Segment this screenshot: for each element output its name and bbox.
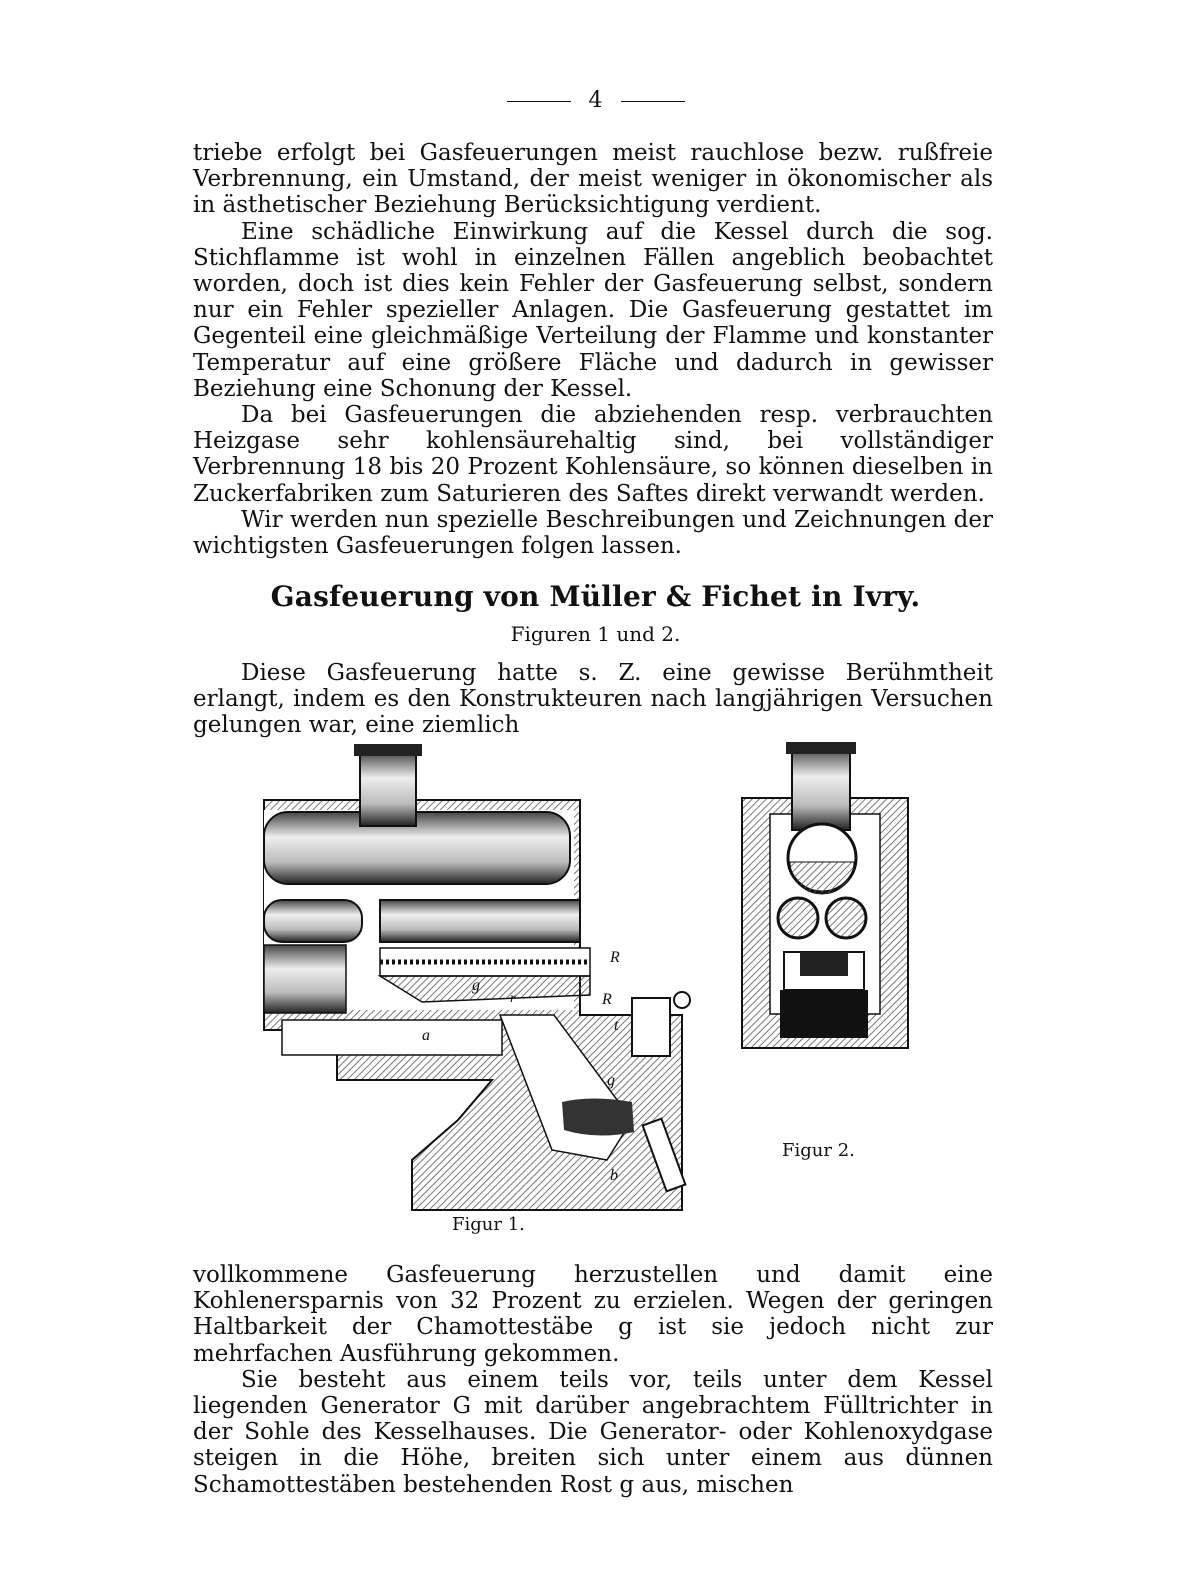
figure-2-diagram: [740, 740, 910, 1052]
figure-2-caption: Figur 2.: [782, 1140, 855, 1161]
paragraph: triebe erfolgt bei Gasfeuerungen meist rauchlose bezw. rußfreie Verbrennung, ein Umstand, der meist weniger in ökonomischer als in ästhetischer Beziehung Berücksichtigung verdient.: [193, 140, 993, 219]
paragraph: Diese Gasfeuerung hatte s. Z. eine gewisse Berühmtheit erlangt, indem es den Konstrukteuren nach langjährigen Versuchen gelungen war, eine ziemlich: [193, 660, 993, 739]
rule-right: [621, 101, 685, 102]
label-a: a: [422, 1027, 430, 1044]
section-subtitle: Figuren 1 und 2.: [510, 622, 681, 646]
figure-1-caption: Figur 1.: [452, 1214, 525, 1235]
paragraph: vollkommene Gasfeuerung herzustellen und damit eine Kohlenersparnis von 32 Prozent zu erzielen. Wegen der geringen Haltbarkeit der Chamottestäbe g ist sie jedoch nicht zur mehrfachen Ausführung gekommen.: [193, 1262, 993, 1367]
label-b: b: [610, 1167, 618, 1184]
label-r: r: [510, 991, 516, 1006]
paragraph: Wir werden nun spezielle Beschreibungen und Zeichnungen der wichtigsten Gasfeuerungen folgen lassen.: [193, 506, 993, 560]
label-t: t: [614, 1017, 619, 1034]
steam-dome: [360, 752, 416, 826]
label-g-upper: g: [472, 977, 480, 994]
body-text-bottom: [193, 1262, 993, 1498]
feed-hopper: [632, 998, 670, 1056]
paragraph: Da bei Gasfeuerungen die abziehenden resp. verbrauchten Heizgase sehr kohlensäurehaltig sind, bei vollständiger Verbrennung 18 bis 20 Prozent Kohlensäure, so können dieselben in Zuckerfabriken zum Saturieren des Saftes direkt verwandt werden.: [193, 402, 993, 507]
boiler-tube: [826, 898, 866, 938]
rule-left: [507, 101, 571, 102]
label-R-lower: R: [602, 991, 612, 1008]
label-g-lower: g: [607, 1072, 615, 1089]
body-text-intro: [193, 660, 993, 739]
paragraph: Sie besteht aus einem teils vor, teils unter dem Kessel liegenden Generator G mit darüber angebrachtem Fülltrichter in der Sohle des Kesselhauses. Die Generator- oder Kohlenoxydgase steigen in die Höhe, breiten sich unter einem aus dünnen Schamottestäben bestehenden Rost g aus, mischen: [193, 1366, 993, 1498]
figure-1-diagram: [262, 740, 702, 1218]
steam-dome: [792, 748, 850, 830]
paragraph: Eine schädliche Einwirkung auf die Kessel durch die sog. Stichflamme ist wohl in einzelnen Fällen angeblich beobachtet worden, doch ist dies kein Fehler der Gasfeuerung selbst, sondern nur ein Fehler spezieller Anlagen. Die Gasfeuerung gestattet im Gegenteil eine gleichmäßige Verteilung der Flamme und konstanter Temperatur auf eine größere Fläche und dadurch in gewisser Beziehung eine Schonung der Kessel.: [193, 218, 993, 402]
section-title: Gasfeuerung von Müller & Fichet in Ivry.: [270, 580, 921, 613]
label-R-upper: R: [610, 949, 620, 966]
boiler-tube: [264, 900, 362, 942]
page-number: 4: [0, 88, 1191, 113]
boiler-tube: [778, 898, 818, 938]
body-text-top: [193, 140, 993, 559]
